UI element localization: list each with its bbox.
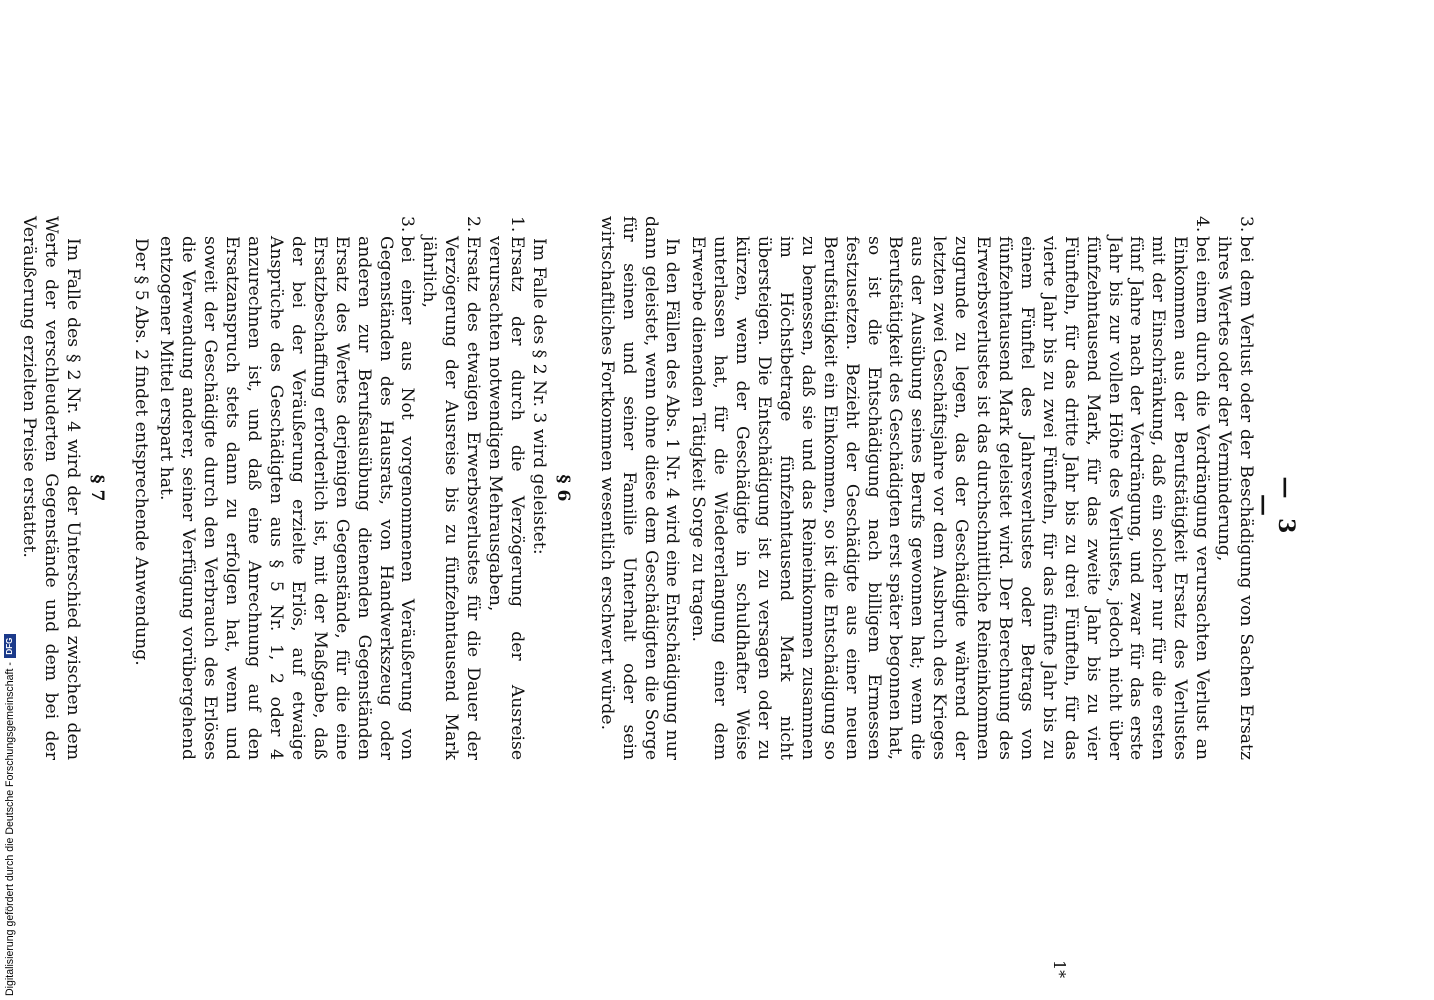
document-page [18,0,1300,1000]
paragraph: Im Falle des § 2 Nr. 3 wird geleistet: [528,238,549,555]
page-body [0,216,1256,760]
item-number: 1. [507,216,527,233]
dfg-logo: DFG [4,634,16,658]
caption-text: Digitalisierung gefördert durch die Deutsche Forschungsgemeinschaft - [4,662,16,996]
item-text: bei einem durch die Verdrängung verursachten Verlust an Einkommen aus der Berufstätigkeit Ersatz des Verlustes mit der Einschränkung, daß ein solcher nur für die ersten fünf Jahre nach der Verdrängung, und zwar für das erste Jahr bis zur vollen Höhe des Verlustes, jedoch nicht über fünfzehntausend Mark, für das zweite Jahr bis zu vier Fünfteln, für das dritte Jahr bis zu drei Fünfteln, für das vierte Jahr bis zu zwei Fünfteln, für das fünfte Jahr bis zu einem Fünftel des Jahresverlustes oder Betrags von fünfzehntausend Mark geleistet wird. Der Berechnung des Erwerbsverlustes ist das durchschnittliche Reineinkommen zugrunde zu legen, das der Geschädigte während der letzten zwei Geschäftsjahre vor dem Ausbruch des Krieges aus der Ausübung seines Berufs gewonnen hat; wenn die Berufstätigkeit des Geschädigten erst später begonnen hat, so ist die Entschädigung nach billigem Ermessen festzusetzen. Bezieht der Geschädigte aus einer neuen Berufstätigkeit ein Einkommen, so ist die Entschädigung so zu bemessen, daß sie und das Reineinkommen zusammen im Höchstbetrage fünfzehntausend Mark nicht übersteigen. Die Entschädigung ist zu versagen oder zu kürzen, wenn der Geschädigte in schuldhafter Weise unterlassen hat, für die Wiedererlangung einer dem Erwerbe dienenden Tätigkeit Sorge zu tragen. [688,236,1213,760]
item-text: bei dem Verlust oder der Beschädigung von Sachen Ersatz ihres Wertes oder der Verminderung, [1214,236,1256,760]
digitization-sidebar [2,600,18,996]
digitization-caption [2,600,18,996]
list-item [1212,216,1256,760]
item-text: Ersatz des etwaigen Erwerbsverlustes für die Dauer der Verzögerung der Ausreise bis zu fünfzehntausend Mark jährlich, [419,236,484,760]
section-heading: § 7 [86,474,107,502]
paragraph: Der § 5 Abs. 2 findet entsprechende Anwendung. [130,238,151,666]
list-item [417,216,483,760]
list-item [686,216,1212,760]
item-number: 2. [463,216,484,233]
item-number: 3. [1236,216,1256,233]
item-number: 4. [1192,216,1213,233]
signature-mark: 1* [1050,960,1069,979]
item-number: 3. [397,216,418,233]
list-item [155,216,418,760]
paragraph: In den Fällen des Abs. 1 Nr. 4 wird eine Entschädigung nur dann geleistet, wenn ohne diese dem Geschädigten die Sorge für seinen und seiner Familie Unterhalt oder sein wirtschaftliches Fortkommen wesentlich erschwert würde. [596,216,683,760]
item-text: bei einer aus Not vorgenommenen Veräußerung von Gegenständen des Hausrats, von Handwerkszeug oder anderen zur Berufsausübung dienenden Gegenständen Ersatz des Wertes derjenigen Gegenstände, für die eine Ersatzbeschaffung erforderlich ist, mit der Maßgabe, daß der bei der Veräußerung erzielte Erlös, auf etwaige Ansprüche des Geschädigten aus § 5 Nr. 1, 2 oder 4 anzurechnen ist, und daß eine Anrechnung auf den Ersatzanspruch stets dann zu erfolgen hat, wenn und soweit der Geschädigte durch den Verbrauch des Erlöses die Verwendung anderer, seiner Verfügung vorübergehend entzogener Mittel erspart hat. [156,236,418,760]
page-header [1251,0,1300,1000]
paragraph: Im Falle des § 2 Nr. 4 wird der Unterschied zwischen dem Werte der verschleuderten Gegenstände und dem bei der Veräußerung erzielten Preise erstattet. [18,216,83,760]
section-heading: § 6 [552,474,573,502]
page-number: — 3 — [1251,476,1299,540]
list-item [483,216,527,760]
item-text: Ersatz der durch die Verzögerung der Ausreise verursachten notwendigen Mehrausgaben, [485,236,527,760]
